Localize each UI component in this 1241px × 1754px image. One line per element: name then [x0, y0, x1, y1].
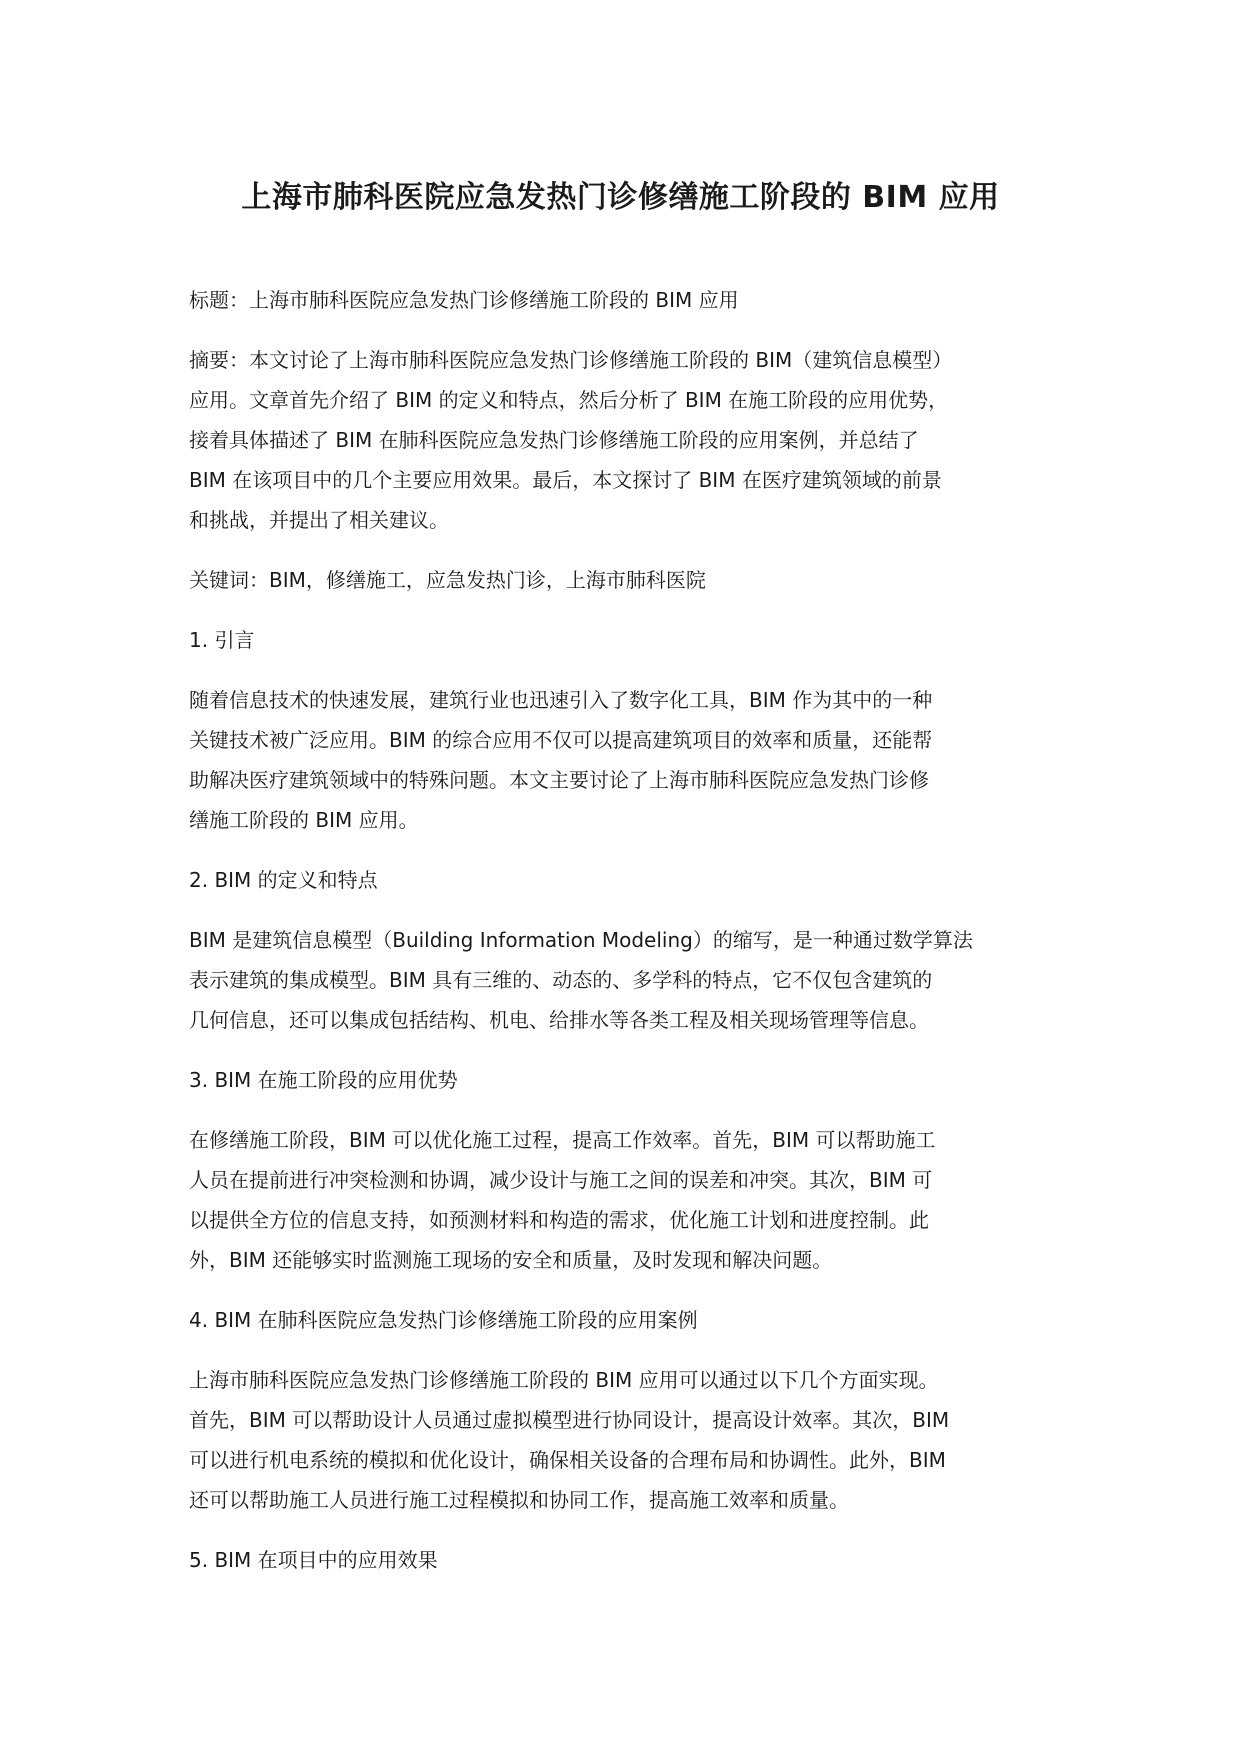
text-line: 人员在提前进行冲突检测和协调，减少设计与施工之间的误差和冲突。其次，BIM 可 [189, 1168, 933, 1192]
text-line: 在修缮施工阶段，BIM 可以优化施工过程，提高工作效率。首先，BIM 可以帮助施工 [189, 1128, 936, 1152]
text-line: 可以进行机电系统的模拟和优化设计，确保相关设备的合理布局和协调性。此外，BIM [189, 1448, 946, 1472]
text-line: 关键技术被广泛应用。BIM 的综合应用不仅可以提高建筑项目的效率和质量，还能帮 [189, 728, 933, 752]
text-line: 3. BIM 在施工阶段的应用优势 [189, 1068, 458, 1092]
text-line: 关键词：BIM，修缮施工，应急发热门诊，上海市肺科医院 [189, 568, 706, 592]
text-line: 和挑战，并提出了相关建议。 [189, 508, 449, 532]
text-line: 以提供全方位的信息支持，如预测材料和构造的需求，优化施工计划和进度控制。此 [189, 1208, 929, 1232]
text-line: 应用。文章首先介绍了 BIM 的定义和特点，然后分析了 BIM 在施工阶段的应用优势， [189, 388, 949, 412]
text-line: 标题：上海市肺科医院应急发热门诊修缮施工阶段的 BIM 应用 [189, 288, 739, 312]
text-line: BIM 是建筑信息模型（Building Information Modeling）的缩写，是一种通过数学算法 [189, 928, 973, 952]
text-line: 还可以帮助施工人员进行施工过程模拟和协同工作，提高施工效率和质量。 [189, 1488, 849, 1512]
paragraph [189, 1540, 1059, 1580]
text-line: 上海市肺科医院应急发热门诊修缮施工阶段的 BIM 应用可以通过以下几个方面实现。 [189, 1368, 939, 1392]
text-line: 4. BIM 在肺科医院应急发热门诊修缮施工阶段的应用案例 [189, 1308, 698, 1332]
paragraph [189, 560, 1059, 600]
text-line: 缮施工阶段的 BIM 应用。 [189, 808, 419, 832]
text-line: 随着信息技术的快速发展，建筑行业也迅速引入了数字化工具，BIM 作为其中的一种 [189, 688, 933, 712]
text-line: 1. 引言 [189, 628, 255, 652]
text-line: 表示建筑的集成模型。BIM 具有三维的、动态的、多学科的特点，它不仅包含建筑的 [189, 968, 933, 992]
text-line: 助解决医疗建筑领域中的特殊问题。本文主要讨论了上海市肺科医院应急发热门诊修 [189, 768, 929, 792]
paragraph [189, 1360, 1059, 1520]
document-title: 上海市肺科医院应急发热门诊修缮施工阶段的 BIM 应用 [241, 180, 1000, 215]
text-line: 几何信息，还可以集成包括结构、机电、给排水等各类工程及相关现场管理等信息。 [189, 1008, 929, 1032]
paragraph [189, 920, 1059, 1040]
text-line: 外，BIM 还能够实时监测施工现场的安全和质量，及时发现和解决问题。 [189, 1248, 833, 1272]
paragraph [189, 280, 1059, 320]
paragraph [189, 620, 1059, 660]
document-body [189, 280, 1059, 1600]
text-line: 接着具体描述了 BIM 在肺科医院应急发热门诊修缮施工阶段的应用案例，并总结了 [189, 428, 919, 452]
paragraph [189, 340, 1059, 540]
text-line: 2. BIM 的定义和特点 [189, 868, 378, 892]
paragraph [189, 860, 1059, 900]
paragraph [189, 1060, 1059, 1100]
text-line: 摘要：本文讨论了上海市肺科医院应急发热门诊修缮施工阶段的 BIM（建筑信息模型） [189, 348, 953, 372]
text-line: 首先，BIM 可以帮助设计人员通过虚拟模型进行协同设计，提高设计效率。其次，BIM [189, 1408, 950, 1432]
text-line: BIM 在该项目中的几个主要应用效果。最后，本文探讨了 BIM 在医疗建筑领域的前景 [189, 468, 942, 492]
paragraph [189, 1120, 1059, 1280]
text-line: 5. BIM 在项目中的应用效果 [189, 1548, 438, 1572]
paragraph [189, 1300, 1059, 1340]
paragraph [189, 680, 1059, 840]
